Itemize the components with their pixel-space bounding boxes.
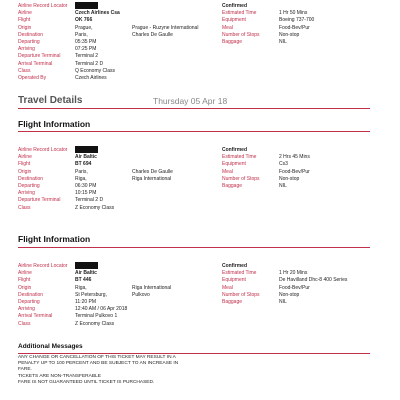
message-line: ANY CHANGE OR CANCELLATION OF THIS TICKET MAY RESULT IN A bbox=[18, 355, 176, 360]
detail-value: Terminal Pulkovo 1 bbox=[75, 313, 118, 320]
top-flight-left bbox=[18, 3, 218, 83]
detail-value: Cs3 bbox=[279, 161, 288, 168]
detail-value: Air Baltic bbox=[75, 154, 97, 161]
detail-label: Meal bbox=[222, 24, 233, 31]
detail-label: Origin bbox=[18, 284, 32, 291]
flight2-divider bbox=[18, 131, 370, 132]
detail-row bbox=[18, 285, 218, 291]
detail-value: Czech Airlines Csa bbox=[75, 10, 120, 17]
detail-row bbox=[18, 190, 218, 196]
detail-row bbox=[18, 154, 218, 160]
flight3-heading: Flight Information bbox=[18, 234, 91, 244]
detail-airport: Pulkovo bbox=[132, 291, 150, 298]
detail-row bbox=[18, 277, 218, 283]
detail-label: Flight bbox=[18, 161, 31, 168]
detail-value: Z Economy Class bbox=[75, 204, 115, 211]
detail-label: Flight bbox=[18, 277, 31, 284]
detail-label: Airline Record Locator bbox=[18, 147, 68, 153]
detail-label: Departure Terminal bbox=[18, 197, 61, 204]
detail-row bbox=[18, 270, 218, 276]
redacted-locator bbox=[75, 146, 98, 153]
detail-label: Arriving bbox=[18, 190, 35, 197]
detail-row bbox=[222, 32, 392, 38]
detail-label: Destination bbox=[18, 175, 44, 182]
detail-row bbox=[222, 169, 392, 175]
message-line: FARE IS NOT GUARANTEED UNTIL TICKET IS PURCHASED. bbox=[18, 379, 155, 385]
detail-label: Origin bbox=[18, 24, 32, 31]
detail-row bbox=[222, 292, 392, 298]
detail-row bbox=[18, 10, 218, 16]
detail-label: Airline bbox=[18, 154, 32, 161]
detail-airport: Riga International bbox=[132, 175, 172, 182]
detail-row bbox=[18, 147, 218, 153]
redacted-locator bbox=[75, 2, 98, 9]
detail-row bbox=[222, 270, 392, 276]
travel-details-title: Travel Details bbox=[18, 95, 83, 106]
detail-value: 07:25 PM bbox=[75, 46, 97, 53]
detail-value: Non-stop bbox=[279, 291, 300, 298]
detail-label: Baggage bbox=[222, 183, 243, 189]
detail-value: OK 766 bbox=[75, 17, 93, 24]
detail-value: Non-stop bbox=[279, 175, 300, 182]
flight2-left bbox=[18, 147, 218, 217]
additional-divider bbox=[18, 353, 370, 354]
detail-value: Food-Bev/Pur bbox=[279, 24, 310, 31]
detail-airport: Charles De Gaulle bbox=[132, 168, 173, 175]
detail-airport: Charles De Gaulle bbox=[132, 31, 173, 38]
detail-label: Baggage bbox=[222, 39, 243, 45]
detail-label: Departing bbox=[18, 299, 40, 305]
detail-value: Terminal 2 bbox=[75, 53, 99, 60]
travel-details-date: Thursday 05 Apr 18 bbox=[153, 96, 228, 106]
detail-label: Number of Stops bbox=[222, 31, 260, 38]
detail-label: Meal bbox=[222, 168, 233, 175]
detail-row bbox=[222, 299, 392, 305]
detail-row bbox=[18, 53, 218, 59]
detail-value: St Petersburg, bbox=[75, 291, 107, 298]
detail-label: Class bbox=[18, 320, 31, 327]
detail-airport: Riga International bbox=[132, 284, 172, 291]
detail-label: Class bbox=[18, 204, 31, 211]
detail-value: 12:40 AM / 06 Apr 2018 bbox=[75, 306, 128, 313]
detail-value: Boeing 737-700 bbox=[279, 17, 315, 24]
detail-value: Non-stop bbox=[279, 31, 300, 38]
message-line: TICKETS ARE NON-TRANSFERABLE bbox=[18, 373, 101, 379]
detail-row bbox=[18, 183, 218, 189]
travel-details-divider bbox=[18, 108, 370, 109]
message-line: FARE. bbox=[18, 367, 32, 373]
detail-value: Food-Bev/Pur bbox=[279, 168, 310, 175]
detail-label: Airline Record Locator bbox=[18, 263, 68, 269]
detail-label: Airline bbox=[18, 270, 32, 277]
top-flight-right bbox=[222, 3, 392, 48]
detail-value: De Havilland Dhc-8 400 Series bbox=[279, 277, 348, 284]
detail-label: Estimated Time bbox=[222, 10, 257, 17]
detail-row bbox=[18, 299, 218, 305]
detail-value: 1 Hr 20 Mins bbox=[279, 270, 308, 277]
detail-row bbox=[18, 32, 218, 38]
detail-row bbox=[222, 161, 392, 167]
detail-row bbox=[222, 183, 392, 189]
detail-value: Czech Airlines bbox=[75, 75, 107, 81]
detail-label: Equipment bbox=[222, 277, 246, 284]
detail-value: Riga, bbox=[75, 284, 87, 291]
detail-value: 06:30 PM bbox=[75, 183, 97, 189]
detail-airport: Prague - Ruzyne International bbox=[132, 24, 199, 31]
detail-value: 1 Hr 50 Mins bbox=[279, 10, 308, 17]
detail-label: Flight bbox=[18, 17, 31, 24]
detail-value: Q Economy Class bbox=[75, 67, 116, 74]
detail-value: NIL bbox=[279, 183, 287, 189]
detail-label: Baggage bbox=[222, 299, 243, 305]
detail-row bbox=[18, 321, 218, 327]
detail-value: Terminal 2 D bbox=[75, 60, 104, 67]
detail-label: Airline bbox=[18, 10, 32, 17]
detail-label: Equipment bbox=[222, 161, 246, 168]
message-line: PENALTY UP TO 100 PERCENT AND BE SUBJECT TO AN INCREASE IN bbox=[18, 361, 179, 367]
detail-row bbox=[18, 61, 218, 67]
detail-row bbox=[222, 25, 392, 31]
detail-label: Destination bbox=[18, 31, 44, 38]
detail-row bbox=[18, 161, 218, 167]
status-confirmed: Confirmed bbox=[222, 263, 247, 269]
detail-label: Arrival Terminal bbox=[18, 60, 53, 67]
detail-row bbox=[18, 306, 218, 312]
detail-value: NIL bbox=[279, 299, 287, 305]
redacted-locator bbox=[75, 262, 98, 269]
detail-value: Paris, bbox=[75, 168, 88, 175]
detail-row bbox=[18, 313, 218, 319]
flight2-heading: Flight Information bbox=[18, 119, 91, 129]
detail-row bbox=[18, 3, 218, 9]
detail-value: Riga, bbox=[75, 175, 87, 182]
detail-label: Meal bbox=[222, 284, 233, 291]
detail-value: NIL bbox=[279, 39, 287, 45]
detail-row bbox=[222, 17, 392, 23]
detail-row bbox=[18, 263, 218, 269]
detail-row bbox=[222, 10, 392, 16]
detail-value: Prague, bbox=[75, 24, 93, 31]
detail-row bbox=[222, 277, 392, 283]
detail-value: 10:15 PM bbox=[75, 190, 97, 197]
detail-row bbox=[18, 292, 218, 298]
detail-value: Terminal 2 D bbox=[75, 197, 104, 204]
detail-row bbox=[18, 197, 218, 203]
detail-label: Equipment bbox=[222, 17, 246, 24]
detail-row bbox=[18, 205, 218, 211]
detail-value: Paris, bbox=[75, 31, 88, 38]
flight3-right bbox=[222, 263, 392, 303]
detail-label: Departure Terminal bbox=[18, 53, 61, 60]
detail-row bbox=[222, 39, 392, 45]
detail-value: Food-Bev/Pur bbox=[279, 284, 310, 291]
detail-row bbox=[18, 75, 218, 81]
detail-row bbox=[18, 39, 218, 45]
detail-label: Departing bbox=[18, 183, 40, 189]
detail-value: 11:20 PM bbox=[75, 299, 97, 305]
detail-row bbox=[18, 176, 218, 182]
detail-row bbox=[18, 169, 218, 175]
detail-value: BT 694 bbox=[75, 161, 92, 168]
detail-label: Arriving bbox=[18, 306, 35, 313]
detail-value: 05:35 PM bbox=[75, 39, 97, 45]
detail-label: Number of Stops bbox=[222, 175, 260, 182]
detail-label: Arriving bbox=[18, 46, 35, 53]
detail-value: 2 Hrs 45 Mins bbox=[279, 154, 310, 161]
flight3-divider bbox=[18, 247, 370, 248]
detail-label: Operated By bbox=[18, 75, 47, 81]
detail-label: Estimated Time bbox=[222, 270, 257, 277]
detail-row bbox=[222, 285, 392, 291]
detail-row bbox=[222, 176, 392, 182]
detail-row bbox=[222, 154, 392, 160]
detail-value: BT 446 bbox=[75, 277, 92, 284]
additional-lines bbox=[18, 355, 378, 386]
detail-label: Departing bbox=[18, 39, 40, 45]
detail-label: Destination bbox=[18, 291, 44, 298]
detail-label: Number of Stops bbox=[222, 291, 260, 298]
detail-row bbox=[18, 46, 218, 52]
detail-label: Airline Record Locator bbox=[18, 3, 68, 9]
detail-row bbox=[18, 17, 218, 23]
detail-row bbox=[18, 25, 218, 31]
detail-label: Estimated Time bbox=[222, 154, 257, 161]
status-confirmed: Confirmed bbox=[222, 147, 247, 153]
detail-label: Class bbox=[18, 67, 31, 74]
detail-value: Z Economy Class bbox=[75, 320, 115, 327]
flight3-left bbox=[18, 263, 218, 333]
additional-heading: Additional Messages bbox=[18, 343, 83, 350]
detail-label: Origin bbox=[18, 168, 32, 175]
status-confirmed: Confirmed bbox=[222, 3, 247, 9]
detail-label: Arrival Terminal bbox=[18, 313, 53, 320]
detail-row bbox=[18, 68, 218, 74]
flight2-right bbox=[222, 147, 392, 187]
detail-value: Air Baltic bbox=[75, 270, 97, 277]
